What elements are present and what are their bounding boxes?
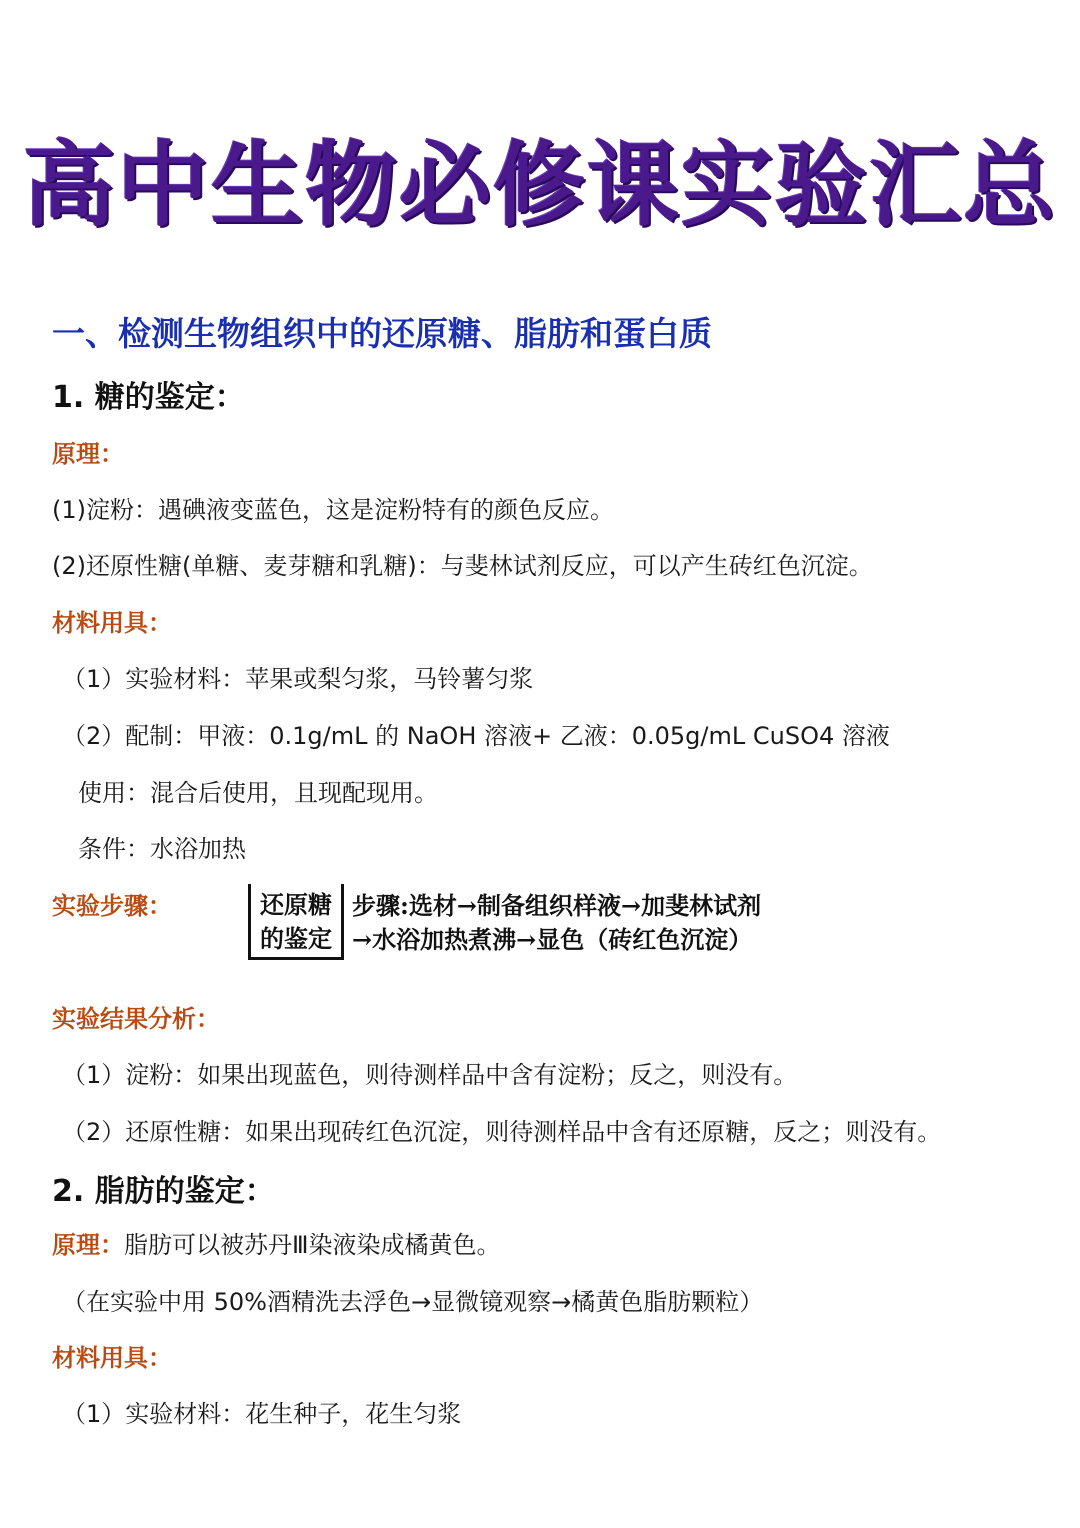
fat-principle <box>52 1225 501 1260</box>
fat-materials-label: 材料用具： <box>52 1344 172 1372</box>
sugar-principle-1: (1)淀粉：遇碘液变蓝色，这是淀粉特有的颜色反应。 <box>52 496 614 524</box>
fat-note: （在实验中用 50%酒精洗去浮色→显微镜观察→橘黄色脂肪颗粒） <box>62 1288 764 1316</box>
sugar-principle-2: (2)还原性糖(单糖、麦芽糖和乳糖)：与斐林试剂反应，可以产生砖红色沉淀。 <box>52 552 873 580</box>
steps-diagram <box>248 884 848 962</box>
steps-line-1: 步骤:选材→制备组织样液→加斐林试剂 <box>352 891 762 920</box>
fat-heading: 2. 脂肪的鉴定： <box>52 1174 275 1209</box>
steps-tag <box>248 884 344 960</box>
sugar-condition: 条件：水浴加热 <box>78 835 246 863</box>
steps-tag-line1: 还原糖 <box>260 890 332 919</box>
steps-tag-line2: 的鉴定 <box>260 924 332 953</box>
sugar-material-1: （1）实验材料：苹果或梨匀浆，马铃薯匀浆 <box>62 665 534 693</box>
fat-material-1: （1）实验材料：花生种子，花生匀浆 <box>62 1400 462 1428</box>
sugar-heading: 1. 糖的鉴定： <box>52 380 245 415</box>
steps-line-2: →水浴加热煮沸→显色（砖红色沉淀） <box>352 925 753 954</box>
section-heading-1: 一、检测生物组织中的还原糖、脂肪和蛋白质 <box>52 314 712 353</box>
page-title: 高中生物必修课实验汇总 <box>22 131 1057 239</box>
sugar-results-label: 实验结果分析： <box>52 1005 220 1033</box>
sugar-material-2: （2）配制：甲液：0.1g/mL 的 NaOH 溶液+ 乙液：0.05g/mL CuSO4 溶液 <box>62 722 890 750</box>
sugar-usage: 使用：混合后使用，且现配现用。 <box>78 779 438 807</box>
sugar-principle-label: 原理： <box>52 440 124 468</box>
sugar-result-2: （2）还原性糖：如果出现砖红色沉淀，则待测样品中含有还原糖，反之；则没有。 <box>62 1118 942 1146</box>
fat-principle-label: 原理： <box>52 1231 124 1259</box>
sugar-steps-label: 实验步骤： <box>52 892 172 920</box>
sugar-result-1: （1）淀粉：如果出现蓝色，则待测样品中含有淀粉；反之，则没有。 <box>62 1061 798 1089</box>
fat-principle-text: 脂肪可以被苏丹Ⅲ染液染成橘黄色。 <box>124 1231 501 1259</box>
sugar-materials-label: 材料用具： <box>52 609 172 637</box>
